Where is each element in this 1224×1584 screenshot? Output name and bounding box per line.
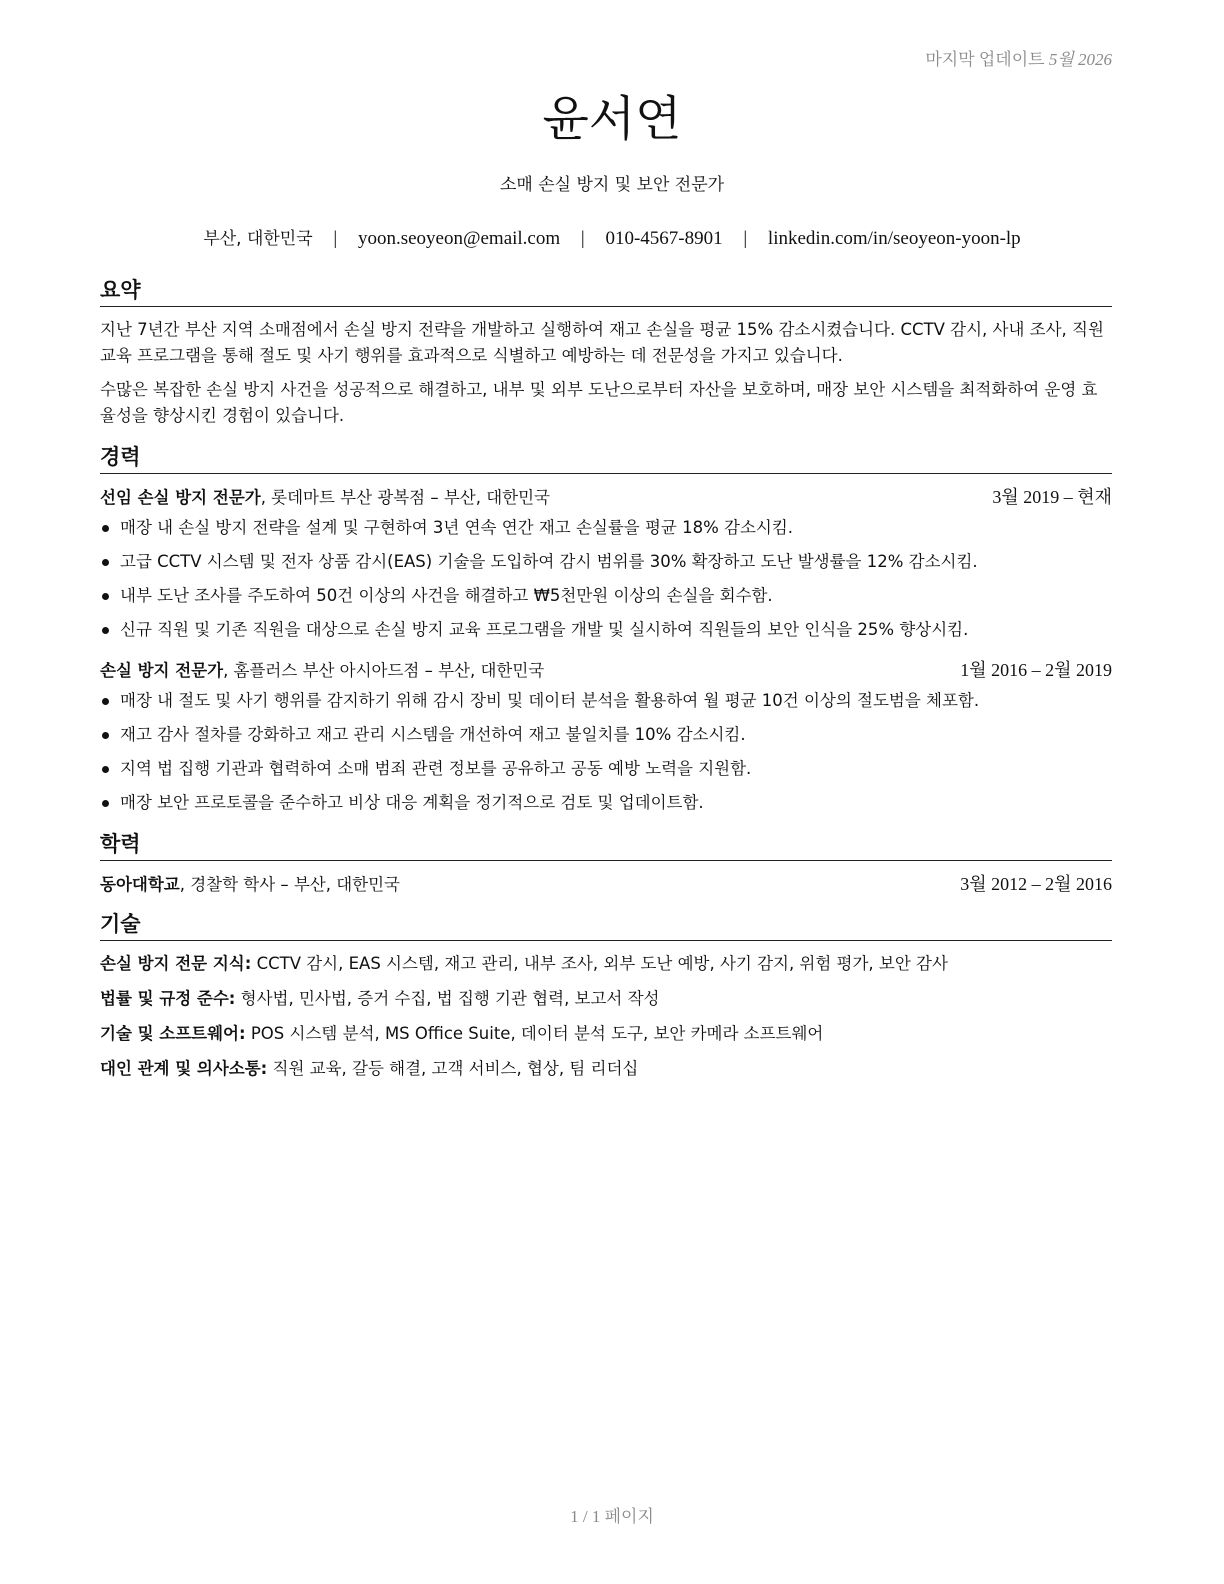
bullet-text: 고급 CCTV 시스템 및 전자 상품 감시(EAS) 기술을 도입하여 감시 범위를 30% 확장하고 도난 발생률을 12% 감소시킴. bbox=[120, 552, 978, 571]
education-dates: 3월 2012 – 2월 2016 bbox=[960, 874, 1112, 894]
contact-location: 부산, 대한민국 bbox=[203, 229, 313, 249]
section-title-summary: 요약 bbox=[100, 276, 1112, 307]
bullet-text: 지역 법 집행 기관과 협력하여 소매 범죄 관련 정보를 공유하고 공동 예방 노력을 지원함. bbox=[120, 759, 752, 778]
job-bullets bbox=[100, 688, 1112, 816]
section-title-skills: 기술 bbox=[100, 910, 1112, 941]
bullet-icon bbox=[102, 627, 109, 634]
page-number: 1 / 1 페이지 bbox=[570, 1507, 654, 1526]
list-item bbox=[100, 722, 1112, 748]
skill-value: POS 시스템 분석, MS Office Suite, 데이터 분석 도구, 보안 카메라 소프트웨어 bbox=[245, 1024, 824, 1043]
skill-label: 손실 방지 전문 지식: bbox=[100, 954, 252, 973]
job-title-line bbox=[100, 658, 544, 684]
bullet-icon bbox=[102, 559, 109, 566]
skill-value: 직원 교육, 갈등 해결, 고객 서비스, 협상, 팀 리더십 bbox=[267, 1059, 639, 1078]
contact-line bbox=[0, 224, 1224, 250]
bullet-text: 매장 내 절도 및 사기 행위를 감지하기 위해 감시 장비 및 데이터 분석을 활용하여 월 평균 10건 이상의 절도범을 체포함. bbox=[120, 691, 980, 710]
bullet-text: 내부 도난 조사를 주도하여 50건 이상의 사건을 해결하고 ₩5천만원 이상의 손실을 회수함. bbox=[120, 586, 773, 605]
job-dates: 3월 2019 – 현재 bbox=[992, 487, 1112, 507]
last-updated-date: 5월 2026 bbox=[1048, 50, 1112, 69]
contact-separator: | bbox=[743, 228, 748, 249]
job-header bbox=[100, 657, 1112, 684]
job-entry bbox=[100, 484, 1112, 643]
bullet-icon bbox=[102, 766, 109, 773]
skill-line bbox=[100, 1056, 1112, 1082]
skills-section bbox=[100, 910, 1112, 1082]
bullet-text: 매장 보안 프로토콜을 준수하고 비상 대응 계획을 정기적으로 검토 및 업데이트함. bbox=[120, 793, 704, 812]
education-school: 동아대학교 bbox=[100, 875, 180, 894]
contact-email[interactable]: yoon.seoyeon@email.com bbox=[357, 228, 561, 249]
list-item bbox=[100, 583, 1112, 609]
list-item bbox=[100, 515, 1112, 541]
list-item bbox=[100, 756, 1112, 782]
contact-separator: | bbox=[580, 228, 585, 249]
job-role: 선임 손실 방지 전문가 bbox=[100, 488, 261, 507]
contact-linkedin[interactable]: linkedin.com/in/seoyeon-yoon-lp bbox=[767, 228, 1021, 249]
last-updated-label: 마지막 업데이트 bbox=[925, 50, 1045, 69]
last-updated bbox=[925, 45, 1112, 70]
job-entry bbox=[100, 657, 1112, 816]
candidate-name: 윤서연 bbox=[542, 91, 682, 147]
list-item bbox=[100, 617, 1112, 643]
education-section bbox=[100, 830, 1112, 898]
list-item bbox=[100, 688, 1112, 714]
summary-paragraph: 수많은 복잡한 손실 방지 사건을 성공적으로 해결하고, 내부 및 외부 도난으로부터 자산을 보호하며, 매장 보안 시스템을 최적화하여 운영 효율성을 향상시킨 경험이 있습니다. bbox=[100, 380, 1098, 425]
job-org: , 롯데마트 부산 광복점 – 부산, 대한민국 bbox=[260, 488, 550, 507]
section-title-experience: 경력 bbox=[100, 443, 1112, 474]
list-item bbox=[100, 549, 1112, 575]
summary-paragraph: 지난 7년간 부산 지역 소매점에서 손실 방지 전략을 개발하고 실행하여 재고 손실을 평균 15% 감소시켰습니다. CCTV 감시, 사내 조사, 직원 교육 프로그램을 통해 절도 및 사기 행위를 효과적으로 식별하고 예방하는 데 전문성을 가지고 있습니다. bbox=[100, 320, 1104, 365]
skill-line bbox=[100, 951, 1112, 977]
contact-phone[interactable]: 010-4567-8901 bbox=[605, 228, 723, 249]
job-org: , 홈플러스 부산 아시아드점 – 부산, 대한민국 bbox=[223, 661, 545, 680]
skill-line bbox=[100, 1021, 1112, 1047]
summary-section bbox=[100, 276, 1112, 429]
experience-section bbox=[100, 443, 1112, 816]
bullet-icon bbox=[102, 525, 109, 532]
skill-label: 기술 및 소프트웨어: bbox=[100, 1024, 246, 1043]
bullet-icon bbox=[102, 593, 109, 600]
bullet-icon bbox=[102, 732, 109, 739]
candidate-subtitle: 소매 손실 방지 및 보안 전문가 bbox=[499, 175, 725, 195]
resume-content bbox=[100, 276, 1112, 1091]
skill-label: 대인 관계 및 의사소통: bbox=[100, 1059, 268, 1078]
skill-value: 형사법, 민사법, 증거 수집, 법 집행 기관 협력, 보고서 작성 bbox=[235, 989, 660, 1008]
section-title-education: 학력 bbox=[100, 830, 1112, 861]
education-detail: , 경찰학 학사 – 부산, 대한민국 bbox=[179, 875, 400, 894]
bullet-text: 매장 내 손실 방지 전략을 설계 및 구현하여 3년 연속 연간 재고 손실률을 평균 18% 감소시킴. bbox=[120, 518, 794, 537]
bullet-icon bbox=[102, 800, 109, 807]
job-header bbox=[100, 484, 1112, 511]
list-item bbox=[100, 790, 1112, 816]
job-dates: 1월 2016 – 2월 2019 bbox=[960, 660, 1112, 680]
bullet-icon bbox=[102, 698, 109, 705]
bullet-text: 재고 감사 절차를 강화하고 재고 관리 시스템을 개선하여 재고 불일치를 10% 감소시킴. bbox=[120, 725, 746, 744]
education-title-line bbox=[100, 872, 400, 898]
contact-separator: | bbox=[333, 228, 338, 249]
job-bullets bbox=[100, 515, 1112, 643]
job-role: 손실 방지 전문가 bbox=[100, 661, 224, 680]
job-title-line bbox=[100, 485, 550, 511]
skill-value: CCTV 감시, EAS 시스템, 재고 관리, 내부 조사, 외부 도난 예방, 사기 감지, 위험 평가, 보안 감사 bbox=[251, 954, 948, 973]
bullet-text: 신규 직원 및 기존 직원을 대상으로 손실 방지 교육 프로그램을 개발 및 실시하여 직원들의 보안 인식을 25% 향상시킴. bbox=[120, 620, 969, 639]
education-entry bbox=[100, 871, 1112, 898]
skill-label: 법률 및 규정 준수: bbox=[100, 989, 236, 1008]
skill-line bbox=[100, 986, 1112, 1012]
